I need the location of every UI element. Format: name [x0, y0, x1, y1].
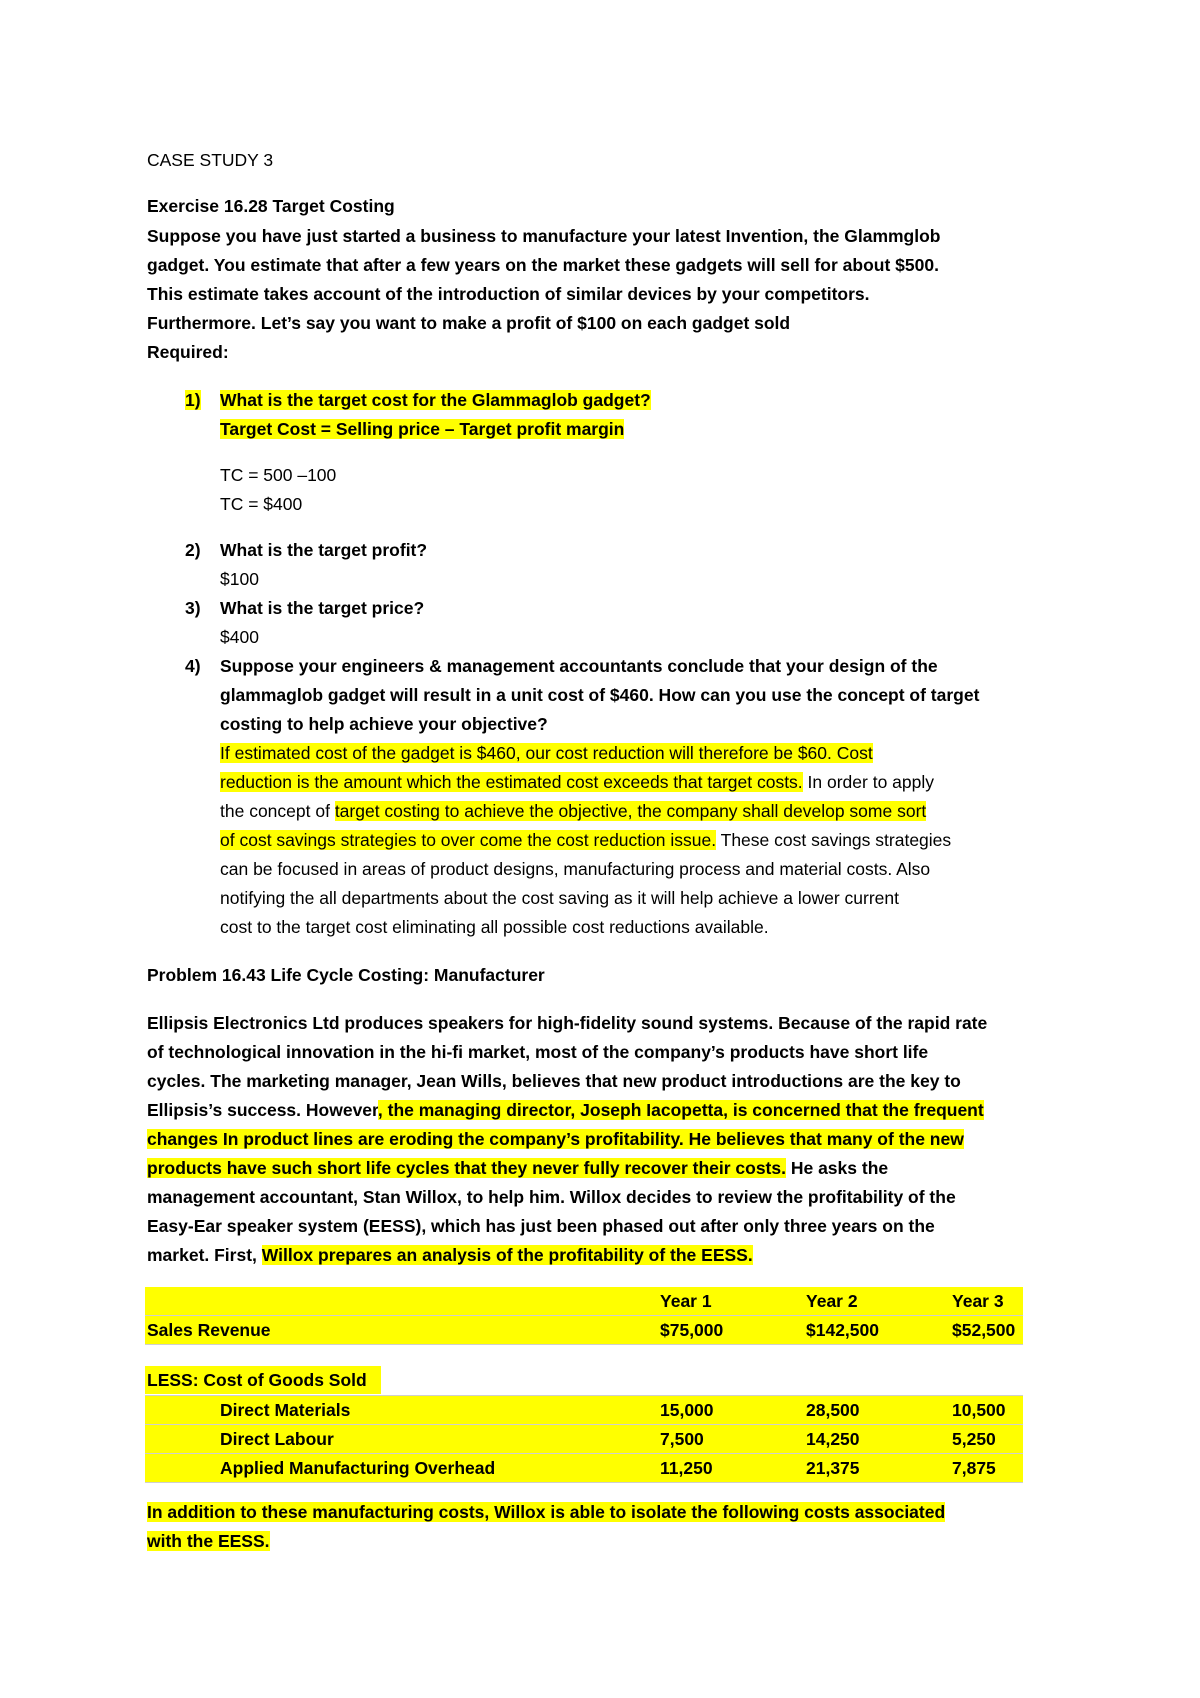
table-row-label: Direct Labour	[220, 1429, 334, 1449]
question-number: 4)	[185, 656, 201, 676]
q4-question-line: costing to help achieve your objective?	[220, 714, 548, 734]
table-cell: 7,875	[952, 1458, 996, 1478]
q4-answer-line: of cost savings strategies to over come the cost reduction issue. These cost savings strategies	[220, 830, 952, 850]
table-cell: 21,375	[806, 1458, 860, 1478]
exercise-intro-line: Furthermore. Let’s say you want to make a profit of $100 on each gadget sold	[147, 313, 791, 333]
q4-answer-line: cost to the target cost eliminating all possible cost reductions available.	[220, 917, 769, 937]
closing-line: In addition to these manufacturing costs, Willox is able to isolate the following costs associated	[147, 1502, 946, 1522]
exercise-intro-line: gadget. You estimate that after a few years on the market these gadgets will sell for about $500.	[147, 255, 939, 275]
table-cell: 7,500	[660, 1429, 704, 1449]
problem-paragraph-line: management accountant, Stan Willox, to help him. Willox decides to review the profitability of the	[147, 1187, 956, 1207]
q1-calc-result: TC = $400	[220, 494, 303, 514]
problem-paragraph-line: products have such short life cycles that they never fully recover their costs. He asks the	[147, 1158, 889, 1178]
table-cell: $75,000	[660, 1320, 724, 1340]
exercise-heading: Exercise 16.28 Target Costing	[147, 196, 395, 216]
table-cell: $52,500	[952, 1320, 1016, 1340]
table-header-year: Year 3	[952, 1291, 1004, 1311]
closing-line: with the EESS.	[147, 1531, 270, 1551]
table-cell: 10,500	[952, 1400, 1006, 1420]
exercise-intro-line: Suppose you have just started a business to manufacture your latest Invention, the Glammglob	[147, 226, 941, 246]
table-divider	[145, 1424, 1023, 1425]
q4-question-line: Suppose your engineers & management accountants conclude that your design of the	[220, 656, 938, 676]
question-number: 3)	[185, 598, 201, 618]
question-number: 2)	[185, 540, 201, 560]
required-label: Required:	[147, 342, 229, 362]
table-header-year: Year 1	[660, 1291, 712, 1311]
problem-paragraph-line: Ellipsis Electronics Ltd produces speakers for high-fidelity sound systems. Because of the rapid rate	[147, 1013, 988, 1033]
q4-answer-line: notifying the all departments about the cost saving as it will help achieve a lower current	[220, 888, 899, 908]
table-divider	[145, 1453, 1023, 1454]
table-header-band	[145, 1287, 1023, 1315]
table-divider	[145, 1395, 1023, 1396]
table-header-year: Year 2	[806, 1291, 858, 1311]
table-cell: 28,500	[806, 1400, 860, 1420]
q1-calc-line: TC = 500 –100	[220, 465, 337, 485]
q1-question: What is the target cost for the Glammaglob gadget?	[220, 390, 651, 410]
table-row-label: Direct Materials	[220, 1400, 351, 1420]
document-title: CASE STUDY 3	[147, 150, 274, 170]
exercise-intro-line: This estimate takes account of the introduction of similar devices by your competitors.	[147, 284, 870, 304]
problem-paragraph-line: cycles. The marketing manager, Jean Wills, believes that new product introductions are the key to	[147, 1071, 961, 1091]
q3-question: What is the target price?	[220, 598, 425, 618]
q3-answer: $400	[220, 627, 259, 647]
q4-answer-line: If estimated cost of the gadget is $460, our cost reduction will therefore be $60. Cost	[220, 743, 873, 763]
problem-paragraph-line: Easy-Ear speaker system (EESS), which has just been phased out after only three years on the	[147, 1216, 935, 1236]
table-section-label: LESS: Cost of Goods Sold	[147, 1370, 367, 1390]
table-divider	[145, 1315, 1023, 1316]
problem-paragraph-line: market. First, Willox prepares an analysis of the profitability of the EESS.	[147, 1245, 753, 1265]
problem-paragraph-line: Ellipsis’s success. However, the managing director, Joseph Iacopetta, is concerned that the frequent	[147, 1100, 984, 1120]
q2-answer: $100	[220, 569, 259, 589]
problem-paragraph-line: of technological innovation in the hi-fi market, most of the company’s products have short life	[147, 1042, 929, 1062]
q2-question: What is the target profit?	[220, 540, 428, 560]
problem-heading: Problem 16.43 Life Cycle Costing: Manufacturer	[147, 965, 545, 985]
table-row-label: Sales Revenue	[147, 1320, 271, 1340]
problem-paragraph-line: changes In product lines are eroding the company’s profitability. He believes that many of the new	[147, 1129, 964, 1149]
table-cell: 14,250	[806, 1429, 860, 1449]
table-divider	[145, 1482, 1023, 1483]
table-divider	[145, 1344, 1023, 1345]
table-cell: 15,000	[660, 1400, 714, 1420]
table-row-label: Applied Manufacturing Overhead	[220, 1458, 496, 1478]
q4-question-line: glammaglob gadget will result in a unit cost of $460. How can you use the concept of target	[220, 685, 980, 705]
q4-answer-line: the concept of target costing to achieve the objective, the company shall develop some sort	[220, 801, 927, 821]
table-cell: $142,500	[806, 1320, 879, 1340]
question-number: 1)	[185, 390, 201, 410]
table-row-band	[145, 1316, 1023, 1344]
table-cell: 5,250	[952, 1429, 996, 1449]
table-cell: 11,250	[660, 1458, 713, 1478]
q4-answer-line: can be focused in areas of product designs, manufacturing process and material costs. Also	[220, 859, 931, 879]
q4-answer-line: reduction is the amount which the estimated cost exceeds that target costs. In order to apply	[220, 772, 934, 792]
q1-formula: Target Cost = Selling price – Target profit margin	[220, 419, 625, 439]
